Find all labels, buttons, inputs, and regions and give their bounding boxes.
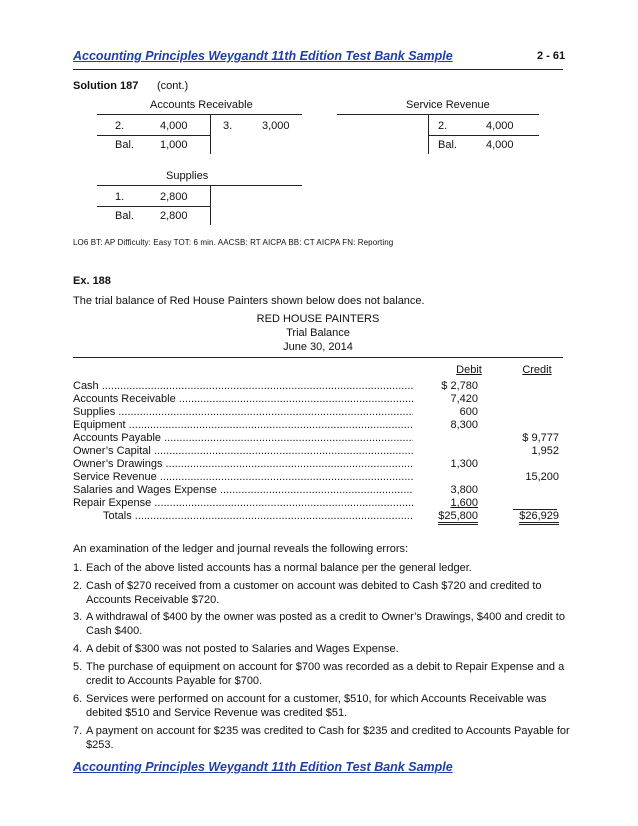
tb-credit: 1,952 [531, 445, 559, 457]
tb-account: Supplies ..... [73, 406, 413, 418]
t-account-supplies-divider [210, 185, 211, 225]
tb-total-credit: $26,929 [519, 510, 559, 525]
sr-subline [428, 135, 539, 136]
exercise-intro: The trial balance of Red House Painters shown below does not balance. [73, 295, 425, 307]
tb-row [73, 419, 563, 431]
error-text: A payment on account for $235 was credited to Cash for $235 and credited to Accounts Payable for $253. [86, 725, 570, 751]
tb-row [73, 393, 563, 405]
error-text: The purchase of equipment on account for $700 was recorded as a debit to Repair Expense and a credit to Accounts Payable for $700. [86, 661, 565, 687]
error-number: 6. [73, 693, 83, 705]
t-account-title-sr: Service Revenue [406, 99, 490, 111]
t-account-ar-divider [210, 114, 211, 154]
tb-debit: $ 2,780 [441, 380, 478, 392]
list-item [73, 610, 573, 638]
tb-row [73, 406, 563, 418]
t-account-title-ar: Accounts Receivable [150, 99, 253, 111]
tb-debit: 1,600 [450, 497, 478, 509]
t-account-ar-topline [97, 114, 302, 115]
tb-title: Trial Balance [286, 327, 350, 339]
meta-line: LO6 BT: AP Difficulty: Easy TOT: 6 min. AACSB: RT AICPA BB: CT AICPA FN: Reporting [73, 238, 394, 247]
list-item [73, 724, 573, 752]
tb-row [73, 484, 563, 496]
exercise-label: Ex. 188 [73, 275, 111, 287]
tb-account: Accounts Receivable ..... [73, 393, 413, 405]
tb-row [73, 471, 563, 483]
tb-heading-rule [73, 357, 563, 358]
error-text: A debit of $300 was not posted to Salaries and Wages Expense. [86, 643, 399, 655]
tb-debit: 8,300 [450, 419, 478, 431]
solution-cont: (cont.) [157, 80, 189, 92]
list-item [73, 642, 573, 656]
ar-bal-amount: 1,000 [160, 139, 188, 151]
tb-account: Accounts Payable ..... [73, 432, 413, 444]
error-number: 2. [73, 580, 83, 592]
tb-account: Owner’s Capital ..... [73, 445, 413, 457]
tb-debit: 600 [459, 406, 478, 418]
error-text: A withdrawal of $400 by the owner was posted as a credit to Owner’s Drawings, $400 and credit to Cash $400. [86, 611, 565, 637]
error-text: Each of the above listed accounts has a normal balance per the general ledger. [86, 562, 472, 574]
tb-debit: 7,420 [450, 393, 478, 405]
error-text: Cash of $270 received from a customer on account was debited to Cash $720 and credited to Accounts Receivable $720. [86, 580, 542, 606]
supplies-bal-amount: 2,800 [160, 210, 188, 222]
tb-company: RED HOUSE PAINTERS [256, 313, 380, 325]
tb-debit: 3,800 [450, 484, 478, 496]
supplies-subline [97, 206, 210, 207]
sr-credit-ref: 2. [438, 120, 448, 132]
ar-debit-ref: 2. [115, 120, 125, 132]
solution-label: Solution 187 [73, 80, 139, 92]
error-number: 4. [73, 643, 83, 655]
tb-account: Cash ..... [73, 380, 413, 392]
tb-account: Equipment ..... [73, 419, 413, 431]
t-account-sr-topline [337, 114, 539, 115]
tb-credit: 15,200 [525, 471, 559, 483]
ar-credit-ref: 3. [223, 120, 233, 132]
tb-credit: $ 9,777 [522, 432, 559, 444]
tb-account: Service Revenue ..... [73, 471, 413, 483]
t-account-title-supplies: Supplies [166, 170, 209, 182]
tb-row-totals [73, 510, 563, 522]
list-item [73, 660, 573, 688]
tb-date: June 30, 2014 [283, 341, 353, 353]
error-number: 5. [73, 661, 83, 673]
error-number: 7. [73, 725, 83, 737]
tb-total-debit: $25,800 [438, 510, 478, 525]
sr-bal-amount: 4,000 [486, 139, 514, 151]
tb-row [73, 432, 563, 444]
ar-credit-amount: 3,000 [262, 120, 290, 132]
supplies-debit-amount: 2,800 [160, 191, 188, 203]
tb-debit: 1,300 [450, 458, 478, 470]
tb-row [73, 497, 563, 509]
tb-col-credit: Credit [522, 364, 552, 376]
sr-credit-amount: 4,000 [486, 120, 514, 132]
list-item [73, 692, 573, 720]
footer-title[interactable]: Accounting Principles Weygandt 11th Edition Test Bank Sample [73, 760, 453, 774]
tb-account: Owner’s Drawings ..... [73, 458, 413, 470]
tb-col-debit: Debit [456, 364, 482, 376]
tb-row [73, 458, 563, 470]
t-account-sr-divider [428, 114, 429, 154]
page-number: 2 - 61 [537, 50, 566, 62]
tb-row [73, 445, 563, 457]
error-number: 3. [73, 611, 83, 623]
tb-totals-label: Totals ..... [103, 510, 413, 522]
list-item [73, 579, 573, 607]
error-text: Services were performed on account for a customer, $510, for which Accounts Receivable was debited $510 and Service Revenue was credited $51. [86, 693, 547, 719]
ar-debit-amount: 4,000 [160, 120, 188, 132]
ar-bal-ref: Bal. [115, 139, 134, 151]
header-divider [73, 69, 563, 70]
supplies-debit-ref: 1. [115, 191, 125, 203]
list-item [73, 561, 573, 575]
header-title[interactable]: Accounting Principles Weygandt 11th Edition Test Bank Sample [73, 49, 453, 63]
t-account-supplies-topline [97, 185, 302, 186]
supplies-bal-ref: Bal. [115, 210, 134, 222]
tb-account: Repair Expense ..... [73, 497, 413, 509]
tb-account: Salaries and Wages Expense ..... [73, 484, 413, 496]
sr-bal-ref: Bal. [438, 139, 457, 151]
error-number: 1. [73, 562, 83, 574]
examination-intro: An examination of the ledger and journal reveals the following errors: [73, 543, 409, 555]
tb-row [73, 380, 563, 392]
ar-subline [97, 135, 210, 136]
